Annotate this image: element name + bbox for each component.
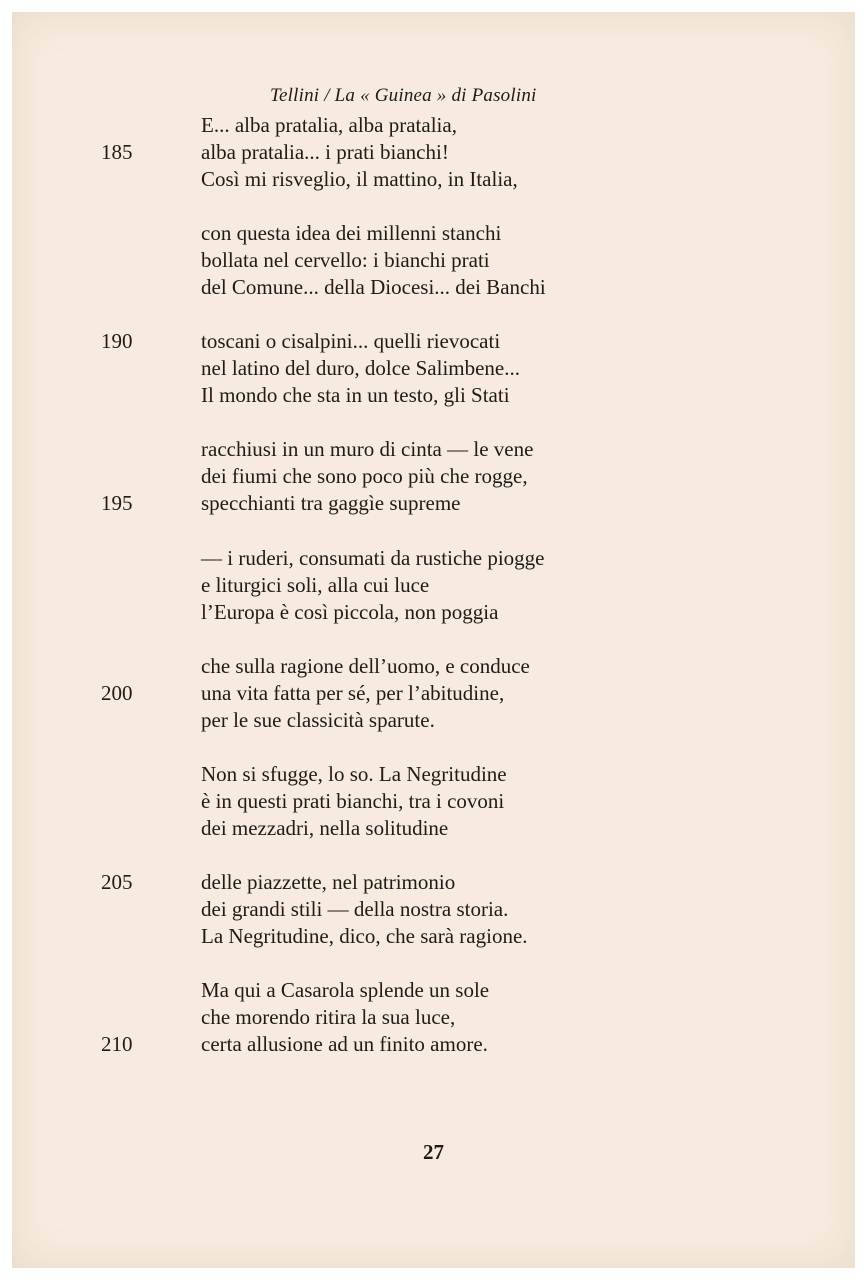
verse-line: è in questi prati bianchi, tra i covoni [201,789,505,813]
verse-line: Ma qui a Casarola splende un sole [201,978,490,1002]
verse-line: che sulla ragione dell’uomo, e conduce [201,654,530,678]
verse-line: con questa idea dei millenni stanchi [201,221,502,245]
page-number: 27 [423,1140,444,1164]
verse-line: Il mondo che sta in un testo, gli Stati [201,383,510,407]
verse-line: specchianti tra gaggìe supreme [201,491,461,515]
line-number: 205 [101,870,133,894]
verse-line: l’Europa è così piccola, non poggia [201,600,499,624]
verse-line: racchiusi in un muro di cinta — le vene [201,437,534,461]
running-header: Tellini / La « Guinea » di Pasolini [270,85,537,106]
verse-line: delle piazzette, nel patrimonio [201,870,456,894]
verse-line: dei mezzadri, nella solitudine [201,816,449,840]
verse-line: bollata nel cervello: i bianchi prati [201,248,490,272]
line-number: 190 [101,329,133,353]
verse-line: Così mi risveglio, il mattino, in Italia, [201,167,518,191]
verse-line: dei grandi stili — della nostra storia. [201,897,509,921]
verse-line: che morendo ritira la sua luce, [201,1005,456,1029]
line-number: 185 [101,140,133,164]
verse-line: alba pratalia... i prati bianchi! [201,140,449,164]
verse-line: — i ruderi, consumati da rustiche piogge [201,546,545,570]
line-number: 210 [101,1032,133,1056]
verse-line: Non si sfugge, lo so. La Negritudine [201,762,507,786]
verse-line: certa allusione ad un finito amore. [201,1032,488,1056]
verse-line: toscani o cisalpini... quelli rievocati [201,329,501,353]
verse-line: e liturgici soli, alla cui luce [201,573,430,597]
line-number: 195 [101,491,133,515]
verse-line: del Comune... della Diocesi... dei Banchi [201,275,546,299]
line-number: 200 [101,681,133,705]
verse-line: una vita fatta per sé, per l’abitudine, [201,681,505,705]
book-page [12,12,855,1268]
verse-line: nel latino del duro, dolce Salimbene... [201,356,520,380]
verse-line: E... alba pratalia, alba pratalia, [201,113,457,137]
verse-line: La Negritudine, dico, che sarà ragione. [201,924,528,948]
verse-line: dei fiumi che sono poco più che rogge, [201,464,528,488]
verse-line: per le sue classicità sparute. [201,708,435,732]
